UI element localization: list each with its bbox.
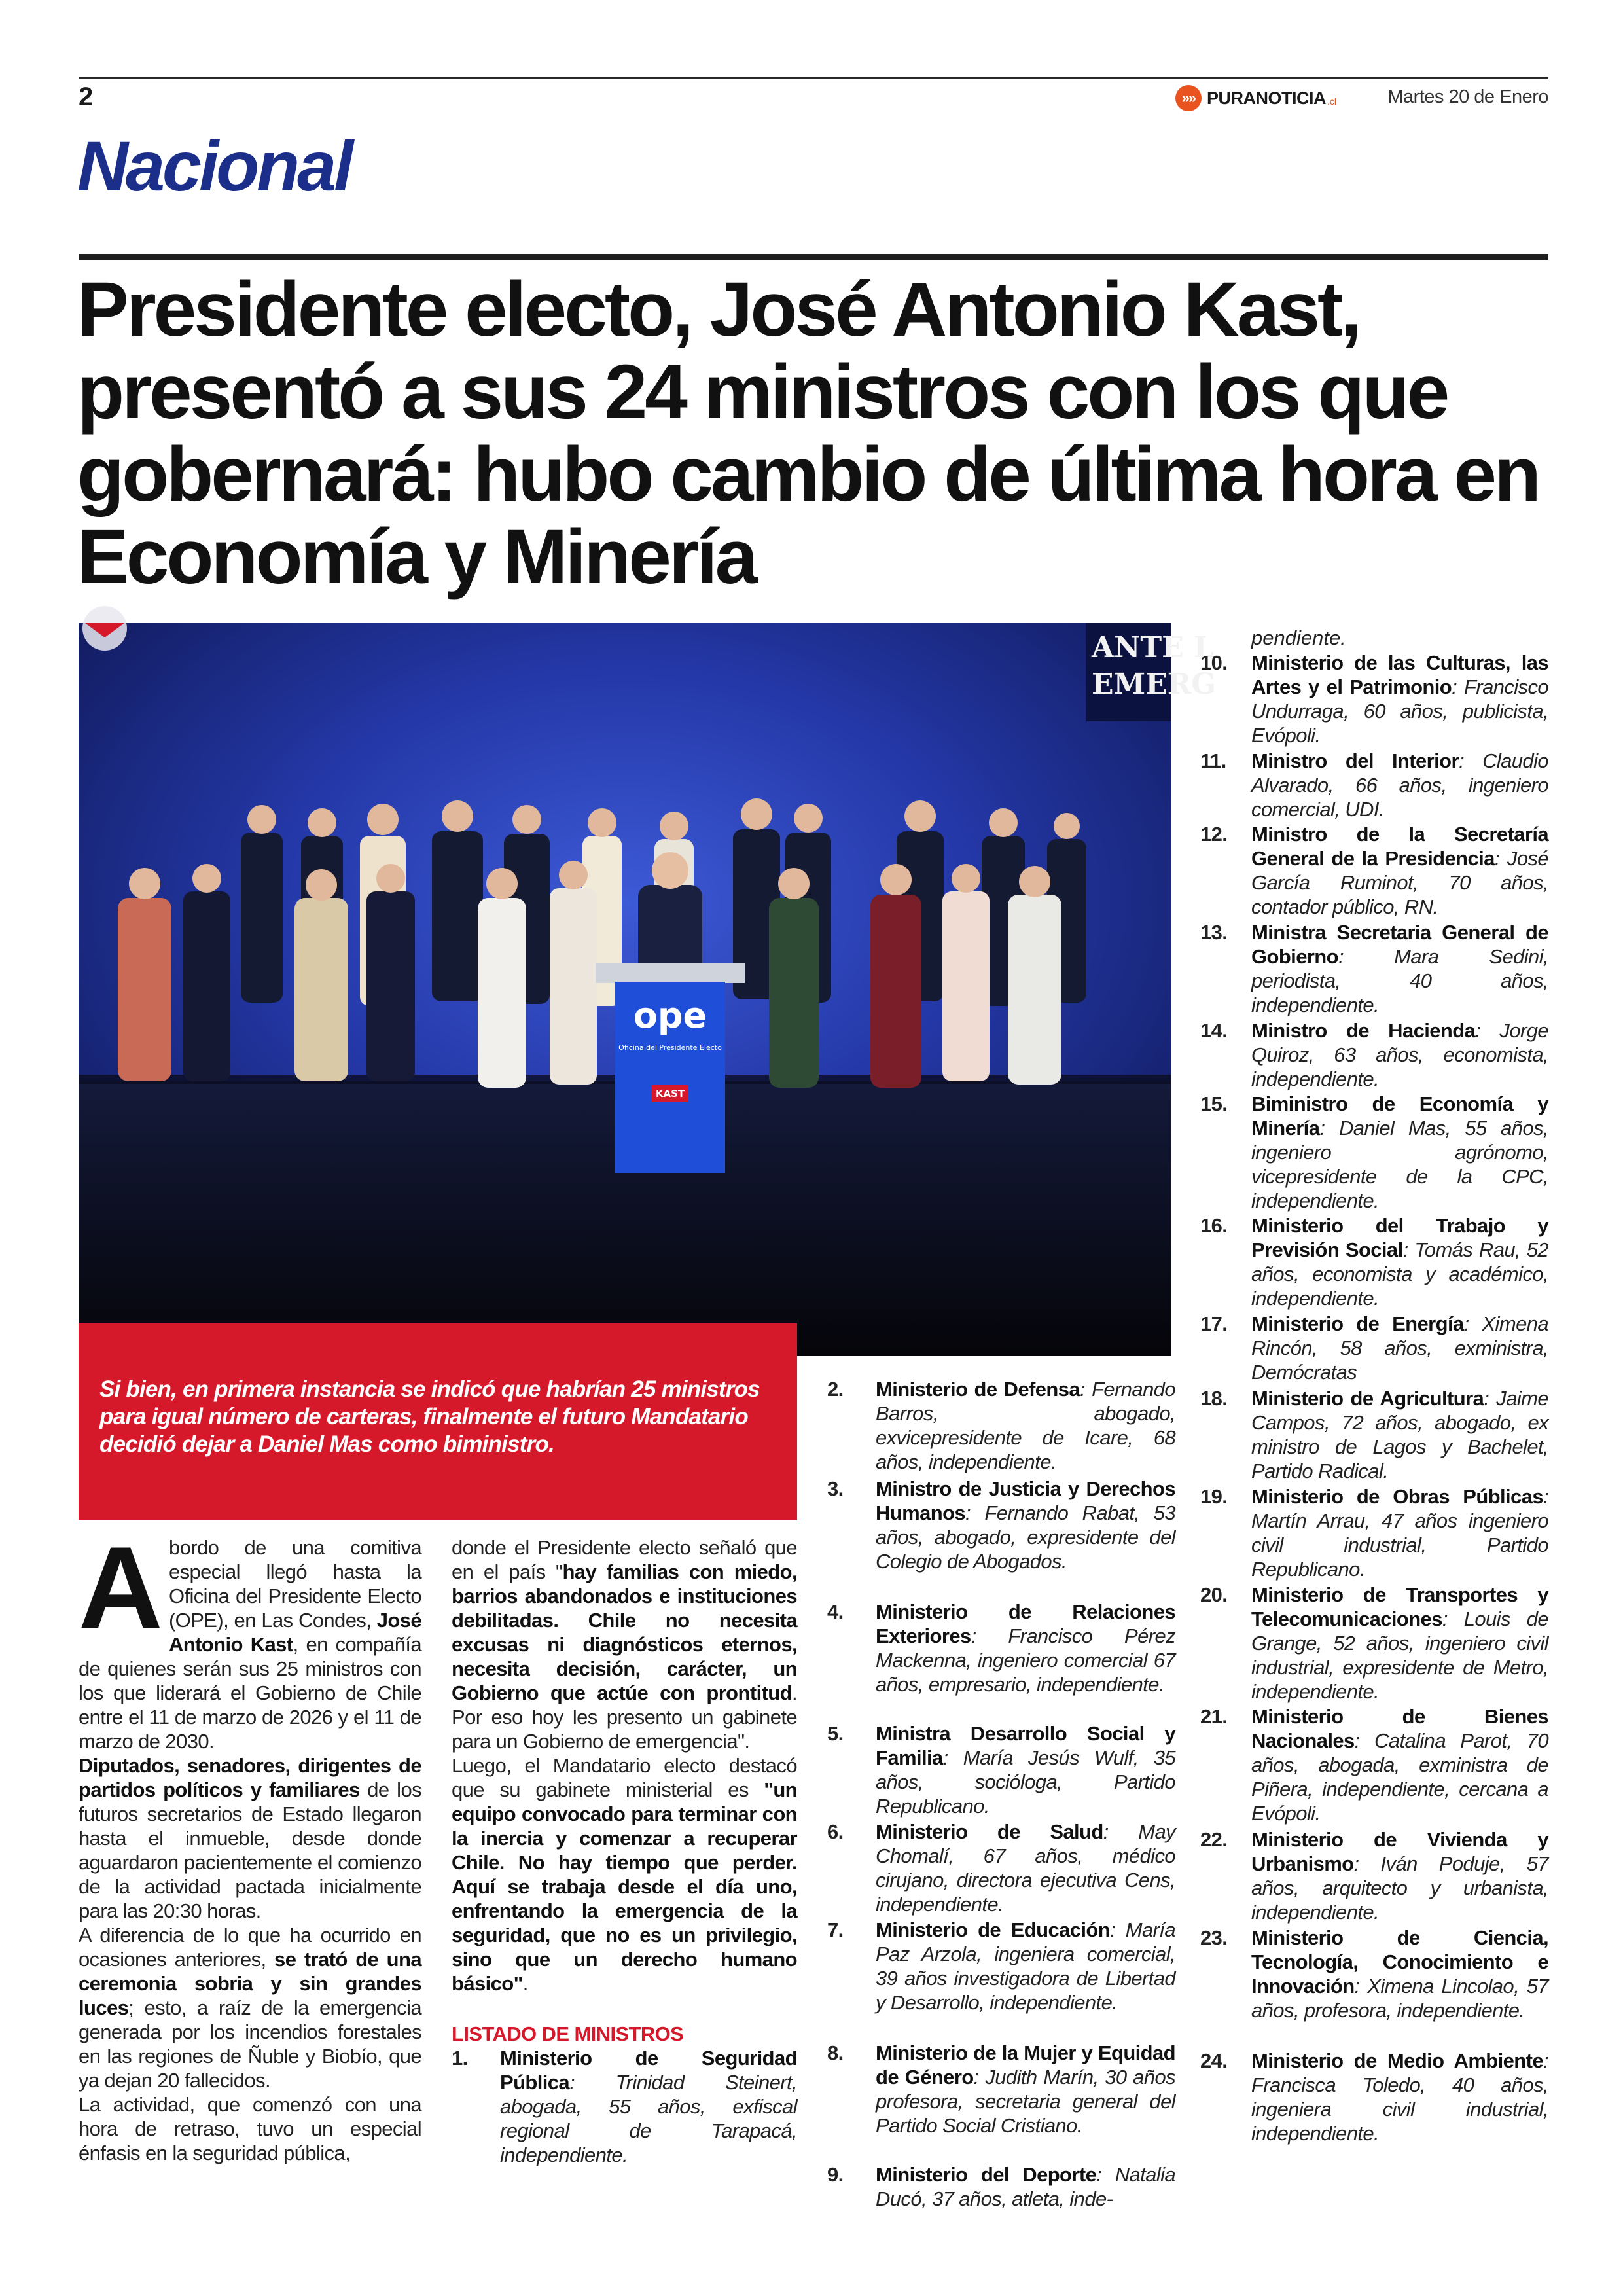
minister-item: 12. Ministro de la Secretaría General de la Presidencia: José García Ruminot, 70 años, contador público, RN. [1200,823,1549,918]
section-rule [79,254,1548,260]
minister-item: 18. Ministerio de Agricultura: Jaime Campos, 72 años, abogado, ex ministro de Lagos y Bachelet, Partido Radical. [1200,1387,1548,1482]
minister-number: 5. [827,1722,844,1745]
article-paragraph: La actividad, que comenzó con una hora de retraso, tuvo un especial énfasis en la seguridad pública, [79,2093,421,2164]
minister-item [827,1377,1175,1474]
minister-item [827,2162,1175,2211]
minister-item [452,2046,797,2167]
minister-item [827,1477,1175,1573]
article-column-1 [79,1522,421,2165]
article-paragraph: Luego, el Mandatario electo destacó que su gabinete ministerial es "un equipo convocado para terminar con la inercia y comenzar a recuperar Chile. No hay tiempo que perder. Aquí se trabaja desde el día uno, enfrentando la emergencia de la seguridad, que no es un privilegio, sino que un derecho humano básico". [452,1754,797,1995]
minister-item [827,1820,1175,1916]
podium-kast: KAST [655,1088,685,1100]
brand-name: PURANOTICIA [1207,88,1326,108]
minister-item [827,1721,1175,1818]
minister-item: 16. Ministerio del Trabajo y Previsión Social: Tomás Rau, 52 años, economista y académico, independiente. [1200,1214,1548,1310]
top-rule [79,77,1548,79]
podium [596,963,745,1173]
minister-item: 14. Ministro de Hacienda: Jorge Quiroz, 63 años, economista, independiente. [1200,1019,1548,1090]
minister-number: 1. [452,2047,468,2070]
ministers-list-title: LISTADO DE MINISTROS [452,2022,684,2045]
minister-item: 21. Ministerio de Bienes Nacionales: Catalina Parot, 70 años, abogada, exministra de Piñera, independiente, cercana a Evópoli. [1200,1705,1548,1825]
minister-item: 23. Ministerio de Ciencia, Tecnología, Conocimiento e Innovación: Ximena Lincolao, 57 años, profesora, independiente. [1200,1926,1548,2022]
minister-text: Ministra Desarrollo Social y Familia: María Jesús Wulf, 35 años, socióloga, Partido Republicano. [876,1722,1175,1818]
cabinet-photo-illustration [79,623,1216,1356]
minister-item: 13. Ministra Secretaria General de Gobierno: Mara Sedini, periodista, 40 años, independiente. [1200,921,1548,1016]
minister-number: 9. [827,2163,844,2186]
minister-item: 24. Ministerio de Medio Ambiente: Francisca Toledo, 40 años, ingeniera civil industrial, independiente. [1200,2049,1548,2145]
cabinet-photo [79,623,1216,1356]
minister-item [827,2041,1175,2138]
minister-text: Ministerio de Defensa: Fernando Barros, abogado, exvicepresidente de Icare, 68 años, independiente. [876,1378,1175,1473]
minister-number: 7. [827,1918,844,1941]
minister-item: 20. Ministerio de Transportes y Telecomunicaciones: Louis de Grange, 52 años, ingeniero civil industrial, expresidente de Metro, independiente. [1200,1583,1548,1703]
minister-text: Ministerio de Seguridad Pública: Trinidad Steinert, abogada, 55 años, exfiscal regional de Tarapacá, independiente. [500,2047,797,2166]
minister-item: 17. Ministerio de Energía: Ximena Rincón, 58 años, exministra, Demócratas [1200,1312,1548,1384]
minister-text: Ministro de Justicia y Derechos Humanos: Fernando Rabat, 53 años, abogado, expresidente del Colegio de Abogados. [876,1477,1175,1573]
headline: Presidente electo, José Antonio Kast, presentó a sus 24 ministros con los que gobernará: hubo cambio de última hora en Economía y Minería [77,266,1539,600]
backdrop-text-line1: ANTE L [1092,631,1214,664]
minister-number: 4. [827,1600,844,1623]
minister-item: 11. Ministro del Interior: Claudio Alvarado, 66 años, ingeniero comercial, UDI. [1200,749,1548,821]
brand-arrows-icon: »» [1175,85,1202,111]
minister-text: Ministerio de Educación: María Paz Arzola, ingeniera comercial, 39 años investigadora de Libertad y Desarrollo, independiente. [876,1918,1175,2014]
page-number: 2 [79,82,94,111]
minister-item: 19. Ministerio de Obras Públicas: Martín Arrau, 47 años ingeniero civil industrial, Partido Republicano. [1200,1485,1548,1581]
minister-number: 3. [827,1477,844,1500]
drop-cap: A [79,1522,162,1653]
minister-continuation: pendiente. [1251,626,1346,649]
minister-item: 22. Ministerio de Vivienda y Urbanismo: Iván Poduje, 57 años, arquitecto y urbanista, independiente. [1200,1828,1548,1924]
minister-text: Ministerio de Relaciones Exteriores: Francisco Pérez Mackenna, ingeniero comercial 67 años, empresario, independiente. [876,1600,1175,1696]
brand-tld: .cl [1327,96,1336,107]
minister-item [827,1918,1175,2015]
minister-number: 2. [827,1378,844,1401]
minister-text: Ministerio del Deporte: Natalia Ducó, 37 años, atleta, inde- [876,2163,1175,2210]
minister-number: 6. [827,1820,844,1843]
article-paragraph: donde el Presidente electo señaló que en el país "hay familias con miedo, barrios abandonados e instituciones debilitadas. Chile no necesita excusas ni diagnósticos eternos, necesita decisión, carácter, un Gobierno que actúe con prontitud. Por eso hoy les presento un gabinete para un Gobierno de emergencia". [452,1536,797,1753]
backdrop-text-line2: EMERG [1092,668,1216,701]
minister-text: Ministerio de Salud: May Chomalí, 67 años, médico cirujano, directora ejecutiva Cens, independiente. [876,1820,1175,1916]
minister-item: 10. Ministerio de las Culturas, las Artes y el Patrimonio: Francisco Undurraga, 60 años, publicista, Evópoli. [1200,651,1548,747]
article-column-2 [452,1535,797,2167]
minister-number: 8. [827,2041,844,2064]
minister-item: 15. Biministro de Economía y Minería: Daniel Mas, 55 años, ingeniero agrónomo, vicepresidente de la CPC, independiente. [1200,1092,1548,1212]
article-paragraph: A diferencia de lo que ha ocurrido en ocasiones anteriores, se trató de una ceremonia sobria y sin grandes luces; esto, a raíz de la emergencia generada por los incendios forestales en las regiones de Ñuble y Biobío, que ya dejan 20 fallecidos. [79,1924,421,2092]
article-paragraph: Diputados, senadores, dirigentes de partidos políticos y familiares de los futuros secretarios de Estado llegaron hasta el inmueble, desde donde aguardaron pacientemente el comienzo de la actividad pactada inicialmente para las 20:30 horas. [79,1754,421,1922]
article-paragraph: bordo de una comitiva especial llegó hasta la Oficina del Presidente Electo (OPE), en Las Condes, José Antonio Kast, en compañía de quienes serán sus 25 ministros con los que liderará el Gobierno de Chile entre el 11 de marzo de 2026 y el 11 de marzo de 2030. [79,1536,421,1753]
minister-item [827,1600,1175,1696]
minister-text: Ministerio de la Mujer y Equidad de Género: Judith Marín, 30 años profesora, secretaria general del Partido Social Cristiano. [876,2041,1176,2137]
photo-caption: Si bien, en primera instancia se indicó que habrían 25 ministros para igual número de carteras, finalmente el futuro Mandatario decidió dejar a Daniel Mas como biministro. [79,1323,797,1520]
issue-date: Martes 20 de Enero [1387,86,1548,107]
section-title: Nacional [77,126,351,206]
podium-subtitle: Oficina del Presidente Electo [618,1043,722,1052]
brand-logo [1175,85,1336,111]
podium-logo: ope [633,995,707,1036]
